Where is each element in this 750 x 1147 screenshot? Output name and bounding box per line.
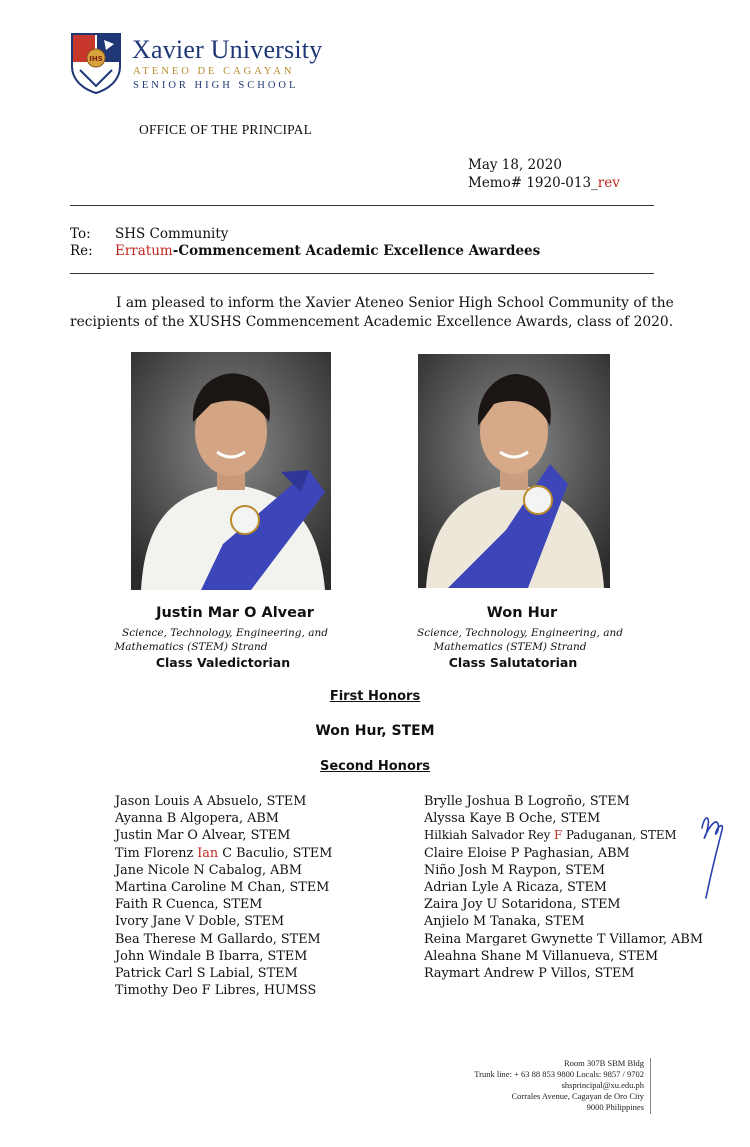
footer-phone: Trunk line: + 63 88 853 9800 Locals: 9857 / 9702 [474, 1069, 644, 1079]
list-item: Aleahna Shane M Villanueva, STEM [424, 948, 659, 964]
re-subject [115, 243, 540, 259]
re-label: Re: [70, 243, 93, 259]
subject-text: -Commencement Academic Excellence Awardees [172, 243, 541, 259]
footer-country: 9000 Philippines [586, 1102, 644, 1112]
footer-room: Room 307B SBM Bldg [563, 1058, 644, 1068]
list-item: Jane Nicole N Cabalog, ABM [115, 862, 302, 878]
second-honors-left-list [115, 793, 332, 999]
list-item: Ivory Jane V Doble, STEM [115, 914, 285, 930]
valedictorian-strand-line2: Mathematics (STEM) Strand [114, 641, 268, 653]
list-item: Claire Eloise P Paghasian, ABM [424, 845, 630, 861]
salutatorian-title: Class Salutatorian [448, 655, 578, 670]
salutatorian-photo [418, 354, 618, 592]
university-name: Xavier University [132, 35, 323, 64]
list-item: Adrian Lyle A Ricaza, STEM [424, 880, 607, 896]
list-item-name-end: Paduganan, STEM [562, 828, 677, 843]
list-item: Reina Margaret Gwynette T Villamor, ABM [424, 931, 703, 947]
list-item: Anjielo M Tanaka, STEM [424, 914, 585, 930]
valedictorian-title: Class Valedictorian [155, 655, 291, 670]
list-item: Alyssa Kaye B Oche, STEM [424, 811, 601, 827]
list-item: Jason Louis A Absuelo, STEM [115, 794, 307, 809]
university-shield-logo-icon [70, 32, 122, 94]
list-item: John Windale B Ibarra, STEM [115, 948, 308, 964]
to-value: SHS Community [115, 226, 229, 242]
list-item: Justin Mar O Alvear, STEM [115, 828, 291, 844]
valedictorian-photo [131, 352, 331, 590]
svg-text:IHS: IHS [89, 55, 103, 63]
list-item: Ayanna B Algopera, ABM [115, 811, 279, 827]
list-item: Faith R Cuenca, STEM [115, 897, 263, 913]
memo-revision: rev [597, 175, 620, 191]
divider-bottom [70, 273, 654, 274]
salutatorian-strand-line1: Science, Technology, Engineering, and [417, 627, 623, 639]
valedictorian-strand-line1: Science, Technology, Engineering, and [122, 627, 328, 639]
divider-top [70, 205, 654, 206]
signature-mark-icon [694, 808, 730, 902]
corrected-name-part: Ian [197, 845, 219, 861]
first-honors-name: Won Hur, STEM [315, 723, 435, 739]
footer-contact [420, 1058, 644, 1113]
list-item-name-start: Hilkiah Salvador Rey [424, 828, 555, 843]
list-item: Martina Caroline M Chan, STEM [115, 880, 330, 896]
footer-divider [650, 1058, 651, 1114]
list-item: Bea Therese M Gallardo, STEM [115, 931, 321, 947]
list-item: Patrick Carl S Labial, STEM [115, 966, 298, 982]
list-item [115, 845, 332, 862]
second-honors-heading: Second Honors [319, 759, 431, 774]
list-item: Timothy Deo F Libres, HUMSS [115, 983, 317, 999]
salutatorian-strand-line2: Mathematics (STEM) Strand [433, 641, 587, 653]
to-label: To: [70, 226, 91, 242]
university-subtitle: ATENEO DE CAGAYAN [133, 66, 295, 77]
first-honors-heading: First Honors [329, 689, 421, 704]
memo-number [468, 175, 620, 191]
second-honors-right-list [424, 793, 703, 982]
valedictorian-name: Justin Mar O Alvear [156, 605, 314, 621]
list-item: Brylle Joshua B Logroño, STEM [424, 794, 630, 809]
list-item [424, 827, 703, 844]
list-item: Raymart Andrew P Villos, STEM [424, 966, 635, 982]
list-item-name-start: Tim Florenz [115, 845, 198, 861]
erratum-label: Erratum [115, 243, 173, 259]
footer-email: shsprincipal@xu.edu.ph [561, 1080, 644, 1090]
salutatorian-name: Won Hur [486, 605, 558, 621]
corrected-name-part: F [554, 828, 563, 843]
list-item: Zaira Joy U Sotaridona, STEM [424, 897, 621, 913]
office-title: OFFICE OF THE PRINCIPAL [139, 122, 313, 137]
memo-date: May 18, 2020 [468, 157, 562, 173]
list-item-name-end: C Baculio, STEM [218, 845, 333, 861]
school-division: SENIOR HIGH SCHOOL [133, 80, 299, 91]
intro-paragraph: I am pleased to inform the Xavier Ateneo Senior High School Community of the recipients of the XUSHS Commencement Academic Excellence Awards, class of 2020. [70, 295, 674, 330]
list-item: Niño Josh M Raypon, STEM [424, 862, 605, 878]
memo-number-prefix: Memo# 1920-013_ [468, 175, 598, 191]
footer-street: Corrales Avenue, Cagayan de Oro City [511, 1091, 644, 1101]
